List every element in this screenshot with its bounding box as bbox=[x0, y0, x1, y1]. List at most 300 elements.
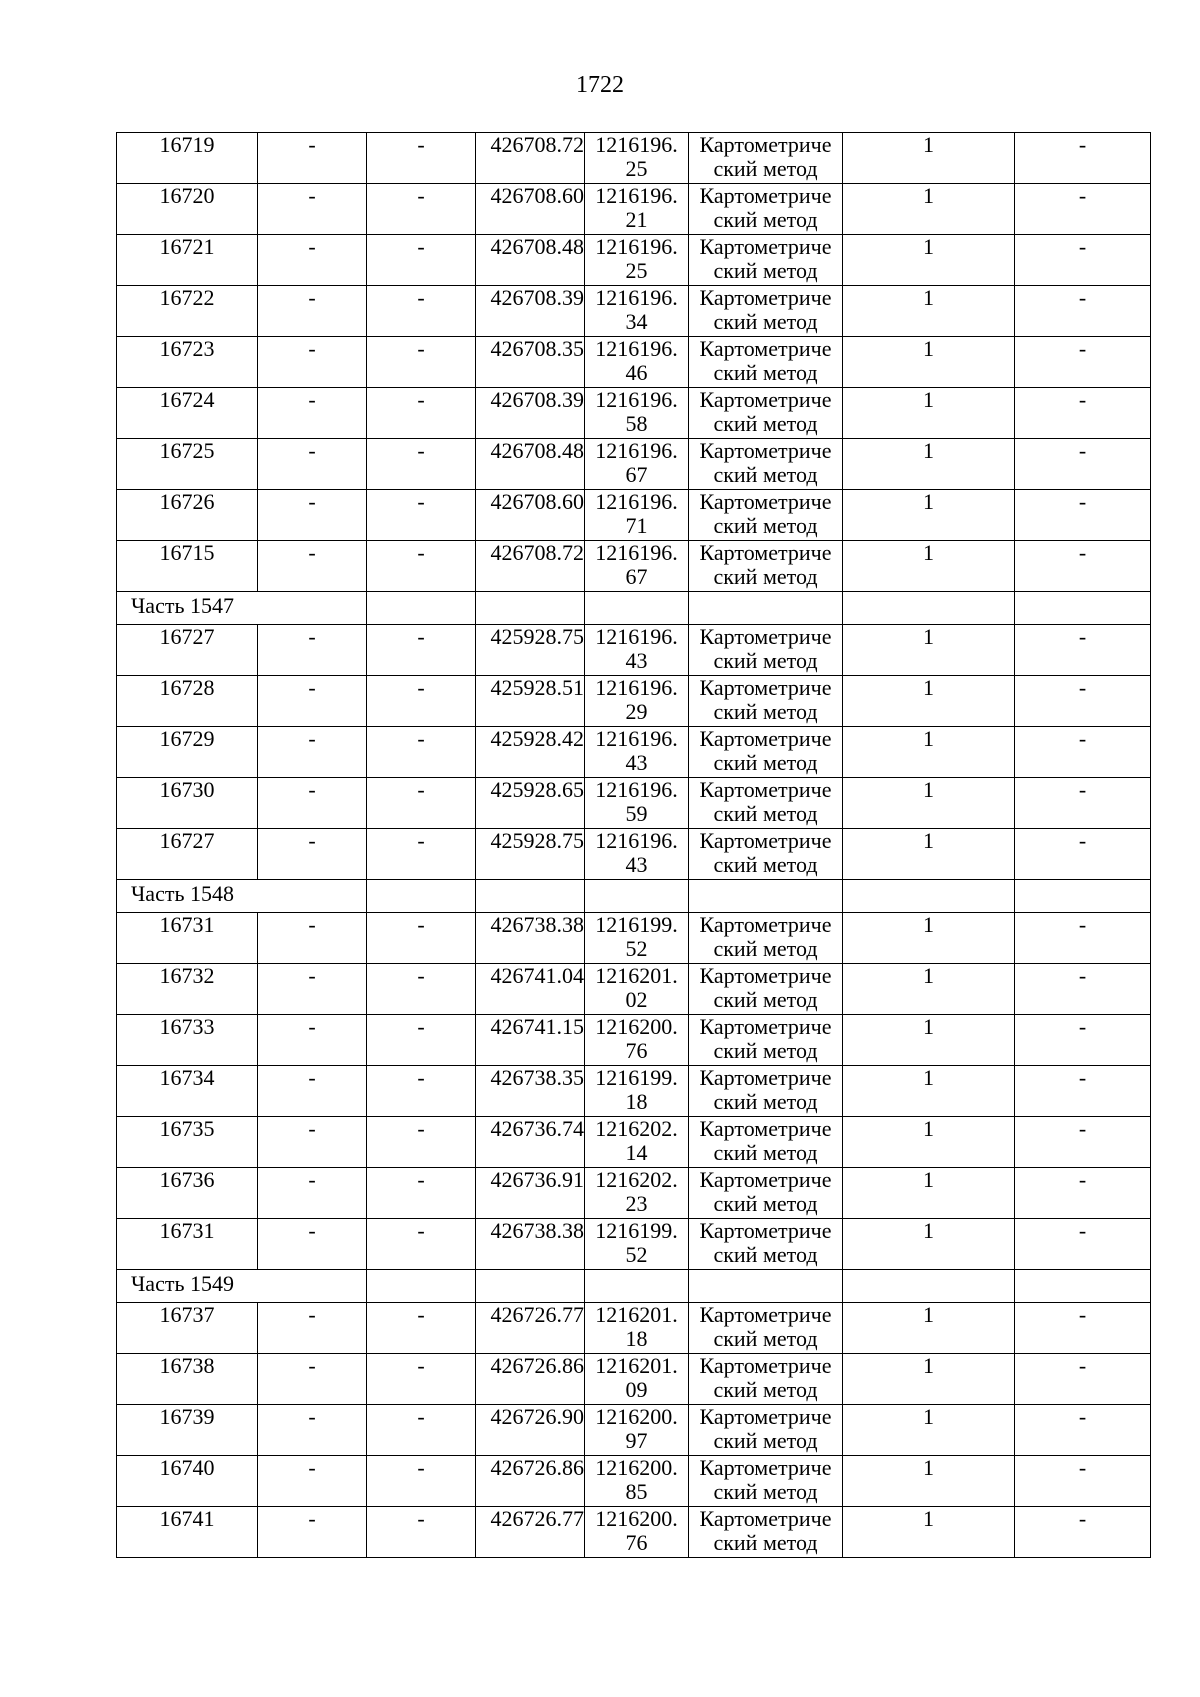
y-coordinate-part: 1216199. bbox=[595, 1065, 678, 1090]
description-cell: - bbox=[1015, 1405, 1151, 1456]
old-y-cell: - bbox=[367, 1117, 476, 1168]
point-number-cell: 16719 bbox=[117, 133, 258, 184]
y-coordinate-part: 1216200. bbox=[595, 1455, 678, 1480]
precision-cell: 1 bbox=[843, 1507, 1015, 1558]
old-x-cell: - bbox=[258, 1303, 367, 1354]
y-coordinate-part: 1216196. bbox=[595, 336, 678, 361]
precision-cell: 1 bbox=[843, 778, 1015, 829]
x-coordinate-cell: 426738.35 bbox=[476, 1066, 585, 1117]
precision-cell: 1 bbox=[843, 286, 1015, 337]
old-y-cell: - bbox=[367, 1507, 476, 1558]
y-coordinate-part: 1216196. bbox=[595, 726, 678, 751]
old-y-cell: - bbox=[367, 1219, 476, 1270]
y-coordinate-part: 09 bbox=[625, 1377, 648, 1402]
method-text: ский метод bbox=[713, 207, 818, 232]
y-coordinate-part: 67 bbox=[625, 564, 648, 589]
x-coordinate-cell: 426741.15 bbox=[476, 1015, 585, 1066]
description-cell: - bbox=[1015, 913, 1151, 964]
x-coordinate-cell: 425928.75 bbox=[476, 829, 585, 880]
method-text: Картометриче bbox=[699, 1353, 832, 1378]
old-x-cell: - bbox=[258, 1117, 367, 1168]
x-coordinate-cell: 426736.74 bbox=[476, 1117, 585, 1168]
y-coordinate-part: 52 bbox=[625, 1242, 648, 1267]
method-text: ский метод bbox=[713, 564, 818, 589]
precision-cell: 1 bbox=[843, 337, 1015, 388]
table-row bbox=[117, 1354, 1151, 1405]
method-text: Картометриче bbox=[699, 132, 832, 157]
part-label: Часть 1547 bbox=[117, 592, 367, 625]
y-coordinate-cell bbox=[585, 1405, 689, 1456]
y-coordinate-part: 1216200. bbox=[595, 1014, 678, 1039]
precision-cell: 1 bbox=[843, 388, 1015, 439]
x-coordinate-cell: 426708.48 bbox=[476, 439, 585, 490]
description-cell: - bbox=[1015, 184, 1151, 235]
y-coordinate-part: 1216201. bbox=[595, 1353, 678, 1378]
y-coordinate-part: 1216196. bbox=[595, 828, 678, 853]
point-number-cell: 16734 bbox=[117, 1066, 258, 1117]
method-text: ский метод bbox=[713, 801, 818, 826]
method-text: Картометриче bbox=[699, 1302, 832, 1327]
old-x-cell: - bbox=[258, 133, 367, 184]
method-cell bbox=[689, 1405, 843, 1456]
description-cell: - bbox=[1015, 1117, 1151, 1168]
method-text: Картометриче bbox=[699, 540, 832, 565]
method-cell bbox=[689, 1219, 843, 1270]
description-cell: - bbox=[1015, 286, 1151, 337]
precision-cell: 1 bbox=[843, 1015, 1015, 1066]
y-coordinate-part: 1216196. bbox=[595, 132, 678, 157]
x-coordinate-cell: 426708.60 bbox=[476, 184, 585, 235]
old-x-cell: - bbox=[258, 727, 367, 778]
precision-cell: 1 bbox=[843, 1405, 1015, 1456]
y-coordinate-part: 1216196. bbox=[595, 540, 678, 565]
table-row bbox=[117, 727, 1151, 778]
description-cell: - bbox=[1015, 727, 1151, 778]
table-row bbox=[117, 1219, 1151, 1270]
method-text: ский метод bbox=[713, 1479, 818, 1504]
y-coordinate-part: 1216196. bbox=[595, 489, 678, 514]
method-text: ский метод bbox=[713, 648, 818, 673]
y-coordinate-part: 1216202. bbox=[595, 1167, 678, 1192]
y-coordinate-cell bbox=[585, 727, 689, 778]
method-text: ский метод bbox=[713, 258, 818, 283]
old-x-cell: - bbox=[258, 1405, 367, 1456]
method-text: ский метод bbox=[713, 1191, 818, 1216]
point-number-cell: 16729 bbox=[117, 727, 258, 778]
method-text: Картометриче bbox=[699, 777, 832, 802]
precision-cell: 1 bbox=[843, 829, 1015, 880]
method-cell bbox=[689, 778, 843, 829]
x-coordinate-cell: 426726.86 bbox=[476, 1354, 585, 1405]
old-y-cell: - bbox=[367, 286, 476, 337]
point-number-cell: 16723 bbox=[117, 337, 258, 388]
point-number-cell: 16725 bbox=[117, 439, 258, 490]
precision-cell: 1 bbox=[843, 1303, 1015, 1354]
description-cell: - bbox=[1015, 1168, 1151, 1219]
method-cell bbox=[689, 235, 843, 286]
method-cell bbox=[689, 913, 843, 964]
old-x-cell: - bbox=[258, 1354, 367, 1405]
old-x-cell: - bbox=[258, 541, 367, 592]
old-x-cell: - bbox=[258, 778, 367, 829]
method-text: ский метод bbox=[713, 411, 818, 436]
old-y-cell: - bbox=[367, 964, 476, 1015]
precision-cell: 1 bbox=[843, 676, 1015, 727]
method-text: Картометриче bbox=[699, 234, 832, 259]
table-row bbox=[117, 541, 1151, 592]
y-coordinate-cell bbox=[585, 1219, 689, 1270]
point-number-cell: 16739 bbox=[117, 1405, 258, 1456]
y-coordinate-part: 59 bbox=[625, 801, 648, 826]
y-coordinate-part: 25 bbox=[625, 258, 648, 283]
old-x-cell: - bbox=[258, 490, 367, 541]
part-header-row bbox=[117, 880, 1151, 913]
y-coordinate-part: 1216199. bbox=[595, 912, 678, 937]
y-coordinate-cell bbox=[585, 184, 689, 235]
x-coordinate-cell: 426708.72 bbox=[476, 133, 585, 184]
precision-cell: 1 bbox=[843, 133, 1015, 184]
point-number-cell: 16727 bbox=[117, 625, 258, 676]
part-label: Часть 1549 bbox=[117, 1270, 367, 1303]
description-cell: - bbox=[1015, 490, 1151, 541]
y-coordinate-part: 46 bbox=[625, 360, 648, 385]
point-number-cell: 16731 bbox=[117, 913, 258, 964]
description-cell: - bbox=[1015, 133, 1151, 184]
y-coordinate-part: 67 bbox=[625, 462, 648, 487]
empty-cell bbox=[1015, 880, 1151, 913]
method-text: Картометриче bbox=[699, 912, 832, 937]
method-text: Картометриче bbox=[699, 675, 832, 700]
description-cell: - bbox=[1015, 235, 1151, 286]
y-coordinate-part: 25 bbox=[625, 156, 648, 181]
point-number-cell: 16728 bbox=[117, 676, 258, 727]
y-coordinate-part: 1216200. bbox=[595, 1404, 678, 1429]
old-y-cell: - bbox=[367, 1456, 476, 1507]
method-text: ский метод bbox=[713, 699, 818, 724]
table-row bbox=[117, 133, 1151, 184]
empty-cell bbox=[1015, 1270, 1151, 1303]
method-text: Картометриче bbox=[699, 624, 832, 649]
method-text: Картометриче bbox=[699, 1455, 832, 1480]
y-coordinate-cell bbox=[585, 964, 689, 1015]
precision-cell: 1 bbox=[843, 439, 1015, 490]
y-coordinate-part: 97 bbox=[625, 1428, 648, 1453]
y-coordinate-cell bbox=[585, 388, 689, 439]
empty-cell bbox=[585, 1270, 689, 1303]
y-coordinate-cell bbox=[585, 235, 689, 286]
point-number-cell: 16722 bbox=[117, 286, 258, 337]
y-coordinate-part: 29 bbox=[625, 699, 648, 724]
table-row bbox=[117, 337, 1151, 388]
point-number-cell: 16741 bbox=[117, 1507, 258, 1558]
empty-cell bbox=[689, 1270, 843, 1303]
old-x-cell: - bbox=[258, 1168, 367, 1219]
method-cell bbox=[689, 541, 843, 592]
point-number-cell: 16738 bbox=[117, 1354, 258, 1405]
empty-cell bbox=[689, 592, 843, 625]
precision-cell: 1 bbox=[843, 235, 1015, 286]
y-coordinate-part: 14 bbox=[625, 1140, 648, 1165]
method-text: ский метод bbox=[713, 852, 818, 877]
description-cell: - bbox=[1015, 625, 1151, 676]
method-text: ский метод bbox=[713, 1089, 818, 1114]
old-x-cell: - bbox=[258, 337, 367, 388]
y-coordinate-part: 43 bbox=[625, 852, 648, 877]
y-coordinate-part: 23 bbox=[625, 1191, 648, 1216]
description-cell: - bbox=[1015, 778, 1151, 829]
point-number-cell: 16736 bbox=[117, 1168, 258, 1219]
method-cell bbox=[689, 337, 843, 388]
x-coordinate-cell: 426736.91 bbox=[476, 1168, 585, 1219]
method-cell bbox=[689, 1066, 843, 1117]
method-text: ский метод bbox=[713, 513, 818, 538]
x-coordinate-cell: 425928.51 bbox=[476, 676, 585, 727]
point-number-cell: 16727 bbox=[117, 829, 258, 880]
precision-cell: 1 bbox=[843, 1456, 1015, 1507]
method-text: ский метод bbox=[713, 1377, 818, 1402]
precision-cell: 1 bbox=[843, 541, 1015, 592]
x-coordinate-cell: 426726.90 bbox=[476, 1405, 585, 1456]
point-number-cell: 16731 bbox=[117, 1219, 258, 1270]
y-coordinate-part: 76 bbox=[625, 1038, 648, 1063]
y-coordinate-part: 34 bbox=[625, 309, 648, 334]
table-row bbox=[117, 964, 1151, 1015]
x-coordinate-cell: 426708.60 bbox=[476, 490, 585, 541]
y-coordinate-cell bbox=[585, 337, 689, 388]
x-coordinate-cell: 425928.65 bbox=[476, 778, 585, 829]
y-coordinate-part: 1216200. bbox=[595, 1506, 678, 1531]
description-cell: - bbox=[1015, 829, 1151, 880]
part-label: Часть 1548 bbox=[117, 880, 367, 913]
method-text: Картометриче bbox=[699, 726, 832, 751]
y-coordinate-cell bbox=[585, 676, 689, 727]
y-coordinate-cell bbox=[585, 439, 689, 490]
table-row bbox=[117, 676, 1151, 727]
y-coordinate-cell bbox=[585, 829, 689, 880]
method-text: Картометриче bbox=[699, 1506, 832, 1531]
precision-cell: 1 bbox=[843, 490, 1015, 541]
old-y-cell: - bbox=[367, 625, 476, 676]
y-coordinate-cell bbox=[585, 1117, 689, 1168]
y-coordinate-part: 02 bbox=[625, 987, 648, 1012]
method-cell bbox=[689, 133, 843, 184]
empty-cell bbox=[843, 1270, 1015, 1303]
y-coordinate-part: 1216201. bbox=[595, 963, 678, 988]
y-coordinate-part: 1216202. bbox=[595, 1116, 678, 1141]
method-text: ский метод bbox=[713, 1326, 818, 1351]
precision-cell: 1 bbox=[843, 1117, 1015, 1168]
table-row bbox=[117, 1303, 1151, 1354]
description-cell: - bbox=[1015, 964, 1151, 1015]
description-cell: - bbox=[1015, 1507, 1151, 1558]
x-coordinate-cell: 426708.48 bbox=[476, 235, 585, 286]
empty-cell bbox=[689, 880, 843, 913]
empty-cell bbox=[367, 1270, 476, 1303]
y-coordinate-cell bbox=[585, 913, 689, 964]
description-cell: - bbox=[1015, 1456, 1151, 1507]
table-row bbox=[117, 1117, 1151, 1168]
y-coordinate-part: 21 bbox=[625, 207, 648, 232]
old-x-cell: - bbox=[258, 1507, 367, 1558]
old-x-cell: - bbox=[258, 1015, 367, 1066]
y-coordinate-part: 52 bbox=[625, 936, 648, 961]
x-coordinate-cell: 426738.38 bbox=[476, 913, 585, 964]
point-number-cell: 16732 bbox=[117, 964, 258, 1015]
point-number-cell: 16724 bbox=[117, 388, 258, 439]
method-text: Картометриче bbox=[699, 1404, 832, 1429]
y-coordinate-cell bbox=[585, 1507, 689, 1558]
y-coordinate-cell bbox=[585, 1066, 689, 1117]
table-body bbox=[117, 133, 1151, 1558]
precision-cell: 1 bbox=[843, 184, 1015, 235]
point-number-cell: 16733 bbox=[117, 1015, 258, 1066]
table-row bbox=[117, 1507, 1151, 1558]
x-coordinate-cell: 425928.75 bbox=[476, 625, 585, 676]
empty-cell bbox=[476, 592, 585, 625]
table-row bbox=[117, 1168, 1151, 1219]
table-row bbox=[117, 490, 1151, 541]
y-coordinate-part: 18 bbox=[625, 1326, 648, 1351]
precision-cell: 1 bbox=[843, 913, 1015, 964]
method-cell bbox=[689, 1507, 843, 1558]
y-coordinate-cell bbox=[585, 625, 689, 676]
y-coordinate-part: 1216196. bbox=[595, 777, 678, 802]
method-cell bbox=[689, 676, 843, 727]
precision-cell: 1 bbox=[843, 625, 1015, 676]
empty-cell bbox=[843, 592, 1015, 625]
old-y-cell: - bbox=[367, 235, 476, 286]
old-x-cell: - bbox=[258, 964, 367, 1015]
method-text: ский метод bbox=[713, 462, 818, 487]
old-x-cell: - bbox=[258, 676, 367, 727]
table-row bbox=[117, 439, 1151, 490]
old-y-cell: - bbox=[367, 133, 476, 184]
method-text: Картометриче bbox=[699, 1116, 832, 1141]
old-x-cell: - bbox=[258, 829, 367, 880]
y-coordinate-part: 58 bbox=[625, 411, 648, 436]
y-coordinate-cell bbox=[585, 133, 689, 184]
old-x-cell: - bbox=[258, 1456, 367, 1507]
x-coordinate-cell: 426738.38 bbox=[476, 1219, 585, 1270]
description-cell: - bbox=[1015, 1219, 1151, 1270]
table-row bbox=[117, 1456, 1151, 1507]
old-y-cell: - bbox=[367, 676, 476, 727]
old-y-cell: - bbox=[367, 541, 476, 592]
point-number-cell: 16737 bbox=[117, 1303, 258, 1354]
y-coordinate-part: 18 bbox=[625, 1089, 648, 1114]
method-cell bbox=[689, 184, 843, 235]
empty-cell bbox=[367, 880, 476, 913]
table-row bbox=[117, 235, 1151, 286]
method-text: Картометриче bbox=[699, 438, 832, 463]
precision-cell: 1 bbox=[843, 964, 1015, 1015]
method-cell bbox=[689, 1354, 843, 1405]
point-number-cell: 16720 bbox=[117, 184, 258, 235]
method-cell bbox=[689, 964, 843, 1015]
y-coordinate-cell bbox=[585, 541, 689, 592]
old-y-cell: - bbox=[367, 439, 476, 490]
table-row bbox=[117, 184, 1151, 235]
y-coordinate-cell bbox=[585, 286, 689, 337]
y-coordinate-part: 76 bbox=[625, 1530, 648, 1555]
old-x-cell: - bbox=[258, 1219, 367, 1270]
y-coordinate-part: 1216199. bbox=[595, 1218, 678, 1243]
method-cell bbox=[689, 727, 843, 778]
empty-cell bbox=[476, 880, 585, 913]
empty-cell bbox=[1015, 592, 1151, 625]
old-x-cell: - bbox=[258, 235, 367, 286]
y-coordinate-part: 85 bbox=[625, 1479, 648, 1504]
table-row bbox=[117, 388, 1151, 439]
table-row bbox=[117, 286, 1151, 337]
old-y-cell: - bbox=[367, 1354, 476, 1405]
y-coordinate-cell bbox=[585, 490, 689, 541]
old-y-cell: - bbox=[367, 1303, 476, 1354]
x-coordinate-cell: 426726.77 bbox=[476, 1507, 585, 1558]
y-coordinate-part: 1216196. bbox=[595, 234, 678, 259]
empty-cell bbox=[843, 880, 1015, 913]
y-coordinate-part: 1216196. bbox=[595, 675, 678, 700]
old-y-cell: - bbox=[367, 337, 476, 388]
table-row bbox=[117, 625, 1151, 676]
y-coordinate-cell bbox=[585, 1456, 689, 1507]
old-x-cell: - bbox=[258, 286, 367, 337]
table-row bbox=[117, 1066, 1151, 1117]
page-number: 1722 bbox=[576, 72, 624, 98]
method-text: Картометриче bbox=[699, 1167, 832, 1192]
old-y-cell: - bbox=[367, 1405, 476, 1456]
point-number-cell: 16740 bbox=[117, 1456, 258, 1507]
description-cell: - bbox=[1015, 541, 1151, 592]
old-y-cell: - bbox=[367, 1015, 476, 1066]
old-x-cell: - bbox=[258, 439, 367, 490]
method-text: ский метод bbox=[713, 309, 818, 334]
precision-cell: 1 bbox=[843, 727, 1015, 778]
method-text: ский метод bbox=[713, 936, 818, 961]
y-coordinate-cell bbox=[585, 778, 689, 829]
method-text: ский метод bbox=[713, 156, 818, 181]
method-text: ский метод bbox=[713, 987, 818, 1012]
y-coordinate-part: 1216196. bbox=[595, 624, 678, 649]
x-coordinate-cell: 425928.42 bbox=[476, 727, 585, 778]
empty-cell bbox=[476, 1270, 585, 1303]
method-text: Картометриче bbox=[699, 336, 832, 361]
description-cell: - bbox=[1015, 676, 1151, 727]
method-cell bbox=[689, 388, 843, 439]
y-coordinate-part: 1216196. bbox=[595, 438, 678, 463]
method-text: ский метод bbox=[713, 1038, 818, 1063]
table-row bbox=[117, 778, 1151, 829]
old-y-cell: - bbox=[367, 490, 476, 541]
coordinates-table bbox=[116, 132, 1151, 1558]
y-coordinate-part: 71 bbox=[625, 513, 648, 538]
x-coordinate-cell: 426708.39 bbox=[476, 286, 585, 337]
description-cell: - bbox=[1015, 439, 1151, 490]
y-coordinate-part: 1216196. bbox=[595, 387, 678, 412]
method-text: ский метод bbox=[713, 360, 818, 385]
method-text: Картометриче bbox=[699, 1014, 832, 1039]
old-y-cell: - bbox=[367, 778, 476, 829]
method-cell bbox=[689, 1015, 843, 1066]
y-coordinate-cell bbox=[585, 1168, 689, 1219]
description-cell: - bbox=[1015, 1303, 1151, 1354]
description-cell: - bbox=[1015, 337, 1151, 388]
description-cell: - bbox=[1015, 1015, 1151, 1066]
old-y-cell: - bbox=[367, 1066, 476, 1117]
old-y-cell: - bbox=[367, 829, 476, 880]
precision-cell: 1 bbox=[843, 1354, 1015, 1405]
old-y-cell: - bbox=[367, 1168, 476, 1219]
